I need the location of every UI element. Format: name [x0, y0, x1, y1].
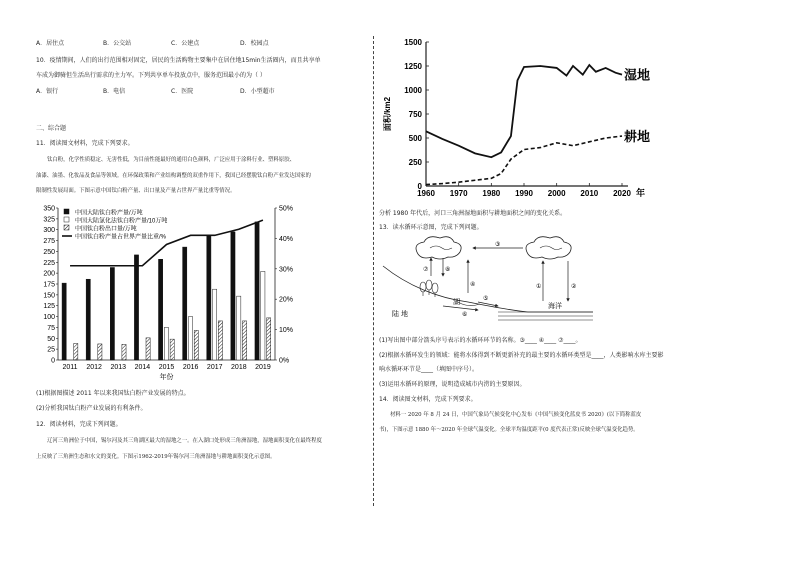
bar-hatched — [242, 321, 246, 360]
q9-option-c: C．公建点 — [171, 40, 200, 47]
q11-question-2: (2)分析我国钛白粉产业发展的有利条件。 — [36, 405, 147, 412]
q10-option-d: D．小型超市 — [240, 88, 275, 95]
bar-hatched — [98, 344, 102, 360]
x-tick-label: 2016 — [182, 364, 199, 371]
bar-black — [86, 279, 90, 360]
y-tick-label: 1250 — [404, 62, 422, 71]
bar-black — [62, 283, 66, 360]
x-tick-label: 2017 — [206, 364, 223, 371]
q12-paragraph-1: 辽河三角洲位于中国，锡尔河及其三角湖区最大的湿地之一。在入湖口处形成三角洲湿地，湿地面积变化在最终程度 — [47, 438, 322, 444]
left-tick-label: 275 — [43, 238, 55, 246]
q9-option-b: B．公交站 — [103, 40, 132, 47]
y-tick-label: 1000 — [404, 86, 422, 95]
cycle-num-3: ③ — [495, 242, 501, 248]
wetland-chart — [380, 36, 670, 206]
water-cycle-diagram — [378, 236, 608, 331]
left-tick-label: 325 — [43, 216, 55, 224]
bar-white — [164, 327, 168, 360]
bar-hatched — [170, 339, 174, 360]
right-tick-label: 20% — [279, 296, 294, 304]
legend-label: 中国钛白粉出口量/万吨 — [75, 226, 137, 233]
left-tick-label: 50 — [47, 335, 55, 343]
cycle-num-7: ⑦ — [423, 267, 429, 273]
x-tick-label: 1990 — [515, 189, 533, 198]
q11-title: 11．阅读图文材料，完成下列要求。 — [36, 140, 134, 147]
bar-white — [261, 271, 265, 360]
bar-black — [110, 267, 114, 360]
bar-black — [255, 222, 259, 360]
bar-black — [183, 247, 187, 360]
left-tick-label: 25 — [47, 346, 55, 354]
x-tick-label: 1960 — [417, 189, 435, 198]
q12-title: 12．阅读材料，完成下列问题。 — [36, 421, 122, 428]
q14-paragraph-1: 材料一 2020 年 8 月 24 日，中国气象局气候变化中心发布《中国气候变化蓝皮书 2020》(以下简称蓝皮 — [390, 412, 642, 418]
bar-black — [134, 255, 138, 360]
cycle-num-2: ② — [571, 284, 577, 290]
bar-white — [213, 289, 217, 360]
q9-option-d: D．校园点 — [240, 40, 269, 47]
farmland-label: 耕地 — [624, 129, 651, 145]
x-tick-label: 2014 — [134, 364, 151, 371]
x-axis-title: 年 — [636, 188, 646, 198]
bar-white — [188, 317, 192, 360]
cloud-right-icon — [526, 237, 571, 259]
y-tick-label: 0 — [417, 182, 422, 191]
cycle-num-4: ④ — [470, 282, 476, 288]
land-label: 陆 地 — [392, 311, 408, 318]
bar-hatched — [194, 330, 198, 360]
q11-question-1: (1)根据图描述 2011 年以来我国钛白粉产业发展的特点。 — [36, 390, 190, 397]
x-tick-label: 2011 — [62, 364, 78, 371]
left-tick-label: 350 — [43, 205, 55, 213]
right-tick-label: 0% — [279, 357, 290, 365]
x-axis-title: 年份 — [159, 374, 174, 381]
farmland-line — [426, 136, 622, 184]
bar-hatched — [74, 343, 78, 360]
bar-white — [237, 296, 241, 360]
q13-question-2b: 响水循环环节是____（填图中序号）。 — [379, 366, 479, 373]
q9-options — [36, 40, 269, 48]
q12-paragraph-2: 上反映了三角洲生态和水文的变化。下图示1962-2019年锡尔河三角洲湿地与耕地面积变化示意图。 — [36, 454, 276, 460]
cloud-left-icon — [416, 237, 461, 259]
column-divider — [373, 36, 375, 506]
left-tick-label: 225 — [43, 259, 55, 267]
q13-question-3: (3)运用水循环的原理，说明造成城市内涝的主要原因。 — [379, 381, 526, 388]
q10-line1: 10．疫情期间，人们的出行范围相对固定，居民的生活购物主要集中在居住地15min生活圈内，而且共享单 — [36, 57, 321, 64]
q11-paragraph-1: 钛白粉，化学性质稳定、无害性低，为目前性能最好的通用白色颜料，广泛应用于涂料行业、塑料原胶、 — [47, 157, 295, 163]
tree-icon — [420, 280, 438, 297]
x-tick-label: 2015 — [158, 364, 175, 371]
cycle-num-6: ⑥ — [462, 312, 468, 318]
legend-swatch — [64, 217, 69, 222]
cycle-num-1: ① — [536, 284, 542, 290]
x-tick-label: 2019 — [255, 364, 271, 371]
ocean-label: 海洋 — [548, 303, 562, 310]
q10-options — [36, 88, 275, 96]
x-tick-label: 1970 — [449, 189, 468, 198]
q11-paragraph-3: 限制性发展局面。下图示意中国钛白粉产量、出口量及产量占世界产量比重等情况。 — [36, 188, 236, 194]
left-tick-label: 300 — [43, 227, 55, 235]
y-tick-label: 750 — [408, 110, 422, 119]
left-tick-label: 150 — [43, 292, 55, 300]
q11-paragraph-2: 油漆、油墨、化妆品及食品等领域。在环保政策和产业结构调整的双重作用下，我国已经摆脱钛白粉产业发达国家的 — [36, 173, 311, 179]
bar-hatched — [146, 338, 150, 360]
x-tick-label: 2000 — [547, 189, 566, 198]
cycle-num-8: ⑧ — [445, 267, 451, 273]
q10-option-a: A．银行 — [36, 88, 59, 95]
y-tick-label: 250 — [408, 158, 422, 167]
legend-label: 中国大陆钛白粉产量/万吨 — [75, 210, 143, 217]
bar-hatched — [267, 318, 271, 360]
left-tick-label: 200 — [43, 270, 55, 278]
left-tick-label: 125 — [43, 303, 55, 311]
y-tick-label: 500 — [408, 134, 422, 143]
q13-title: 13．读水循环示意图，完成下列问题。 — [379, 224, 483, 231]
bar-black — [207, 235, 211, 360]
legend-label: 中国钛白粉产量占世界产量比重/% — [75, 234, 167, 241]
x-tick-label: 2010 — [580, 189, 599, 198]
left-tick-label: 75 — [47, 324, 55, 332]
legend-swatch — [64, 209, 69, 214]
y-axis-title: 面积/km2 — [383, 96, 392, 132]
x-tick-label: 2012 — [86, 364, 102, 371]
x-tick-label: 2020 — [613, 189, 631, 198]
titanium-chart — [30, 200, 315, 385]
left-tick-label: 250 — [43, 248, 55, 256]
left-tick-label: 175 — [43, 281, 55, 289]
x-tick-label: 1980 — [482, 189, 501, 198]
x-tick-label: 2018 — [231, 364, 247, 371]
left-tick-label: 100 — [43, 314, 55, 322]
cycle-num-5: ⑤ — [483, 296, 489, 302]
right-tick-label: 40% — [279, 235, 294, 243]
right-tick-label: 10% — [279, 327, 294, 335]
y-tick-label: 1500 — [404, 38, 422, 47]
legend-swatch — [64, 225, 69, 230]
q13-question-1: (1)写出图中部分箭头序号表示的水循环环节的名称。③____ ④____ ⑦____。 — [379, 337, 582, 344]
lake-label: 湖 — [453, 299, 460, 306]
q10-option-c: C．医院 — [171, 88, 194, 95]
bar-hatched — [218, 321, 222, 360]
bar-black — [159, 259, 163, 360]
wetland-line — [426, 65, 622, 157]
x-tick-label: 2013 — [110, 364, 127, 371]
q10-line2: 车成为御骑但生活出行需求的主力军。下列共享单车投放点中，服务范围最小的为（ ） — [36, 72, 266, 79]
right-tick-label: 30% — [279, 266, 294, 274]
bar-black — [231, 232, 235, 360]
right-tick-label: 50% — [279, 205, 294, 213]
section-title: 二、综合题 — [36, 125, 67, 132]
q14-paragraph-2: 书)，下图示意 1880 年～2020 年全球气温变化。全球平均温度距平(0 度代表正常)反映全球气温变化趋势。 — [379, 427, 639, 433]
legend-label: 中国大陆氯化法钛白粉产量/10万吨 — [75, 218, 168, 225]
wetland-label: 湿地 — [624, 67, 651, 83]
q10-option-b: B．电信 — [103, 88, 126, 95]
q9-option-a: A．居住点 — [36, 40, 65, 47]
left-tick-label: 0 — [51, 357, 55, 365]
q12-subquestion: 分析 1980 年代后，河口三角洲湿地面积与耕地面积之间的变化关系。 — [379, 210, 567, 217]
bar-hatched — [122, 344, 126, 360]
q13-question-2: (2)根据水循环发生的领域：能将水体得到不断更新补充的最主要的水循环类型是____，人类影响水库主要影 — [379, 352, 664, 359]
q14-title: 14．阅读图文材料，完成下列要求。 — [379, 396, 477, 403]
